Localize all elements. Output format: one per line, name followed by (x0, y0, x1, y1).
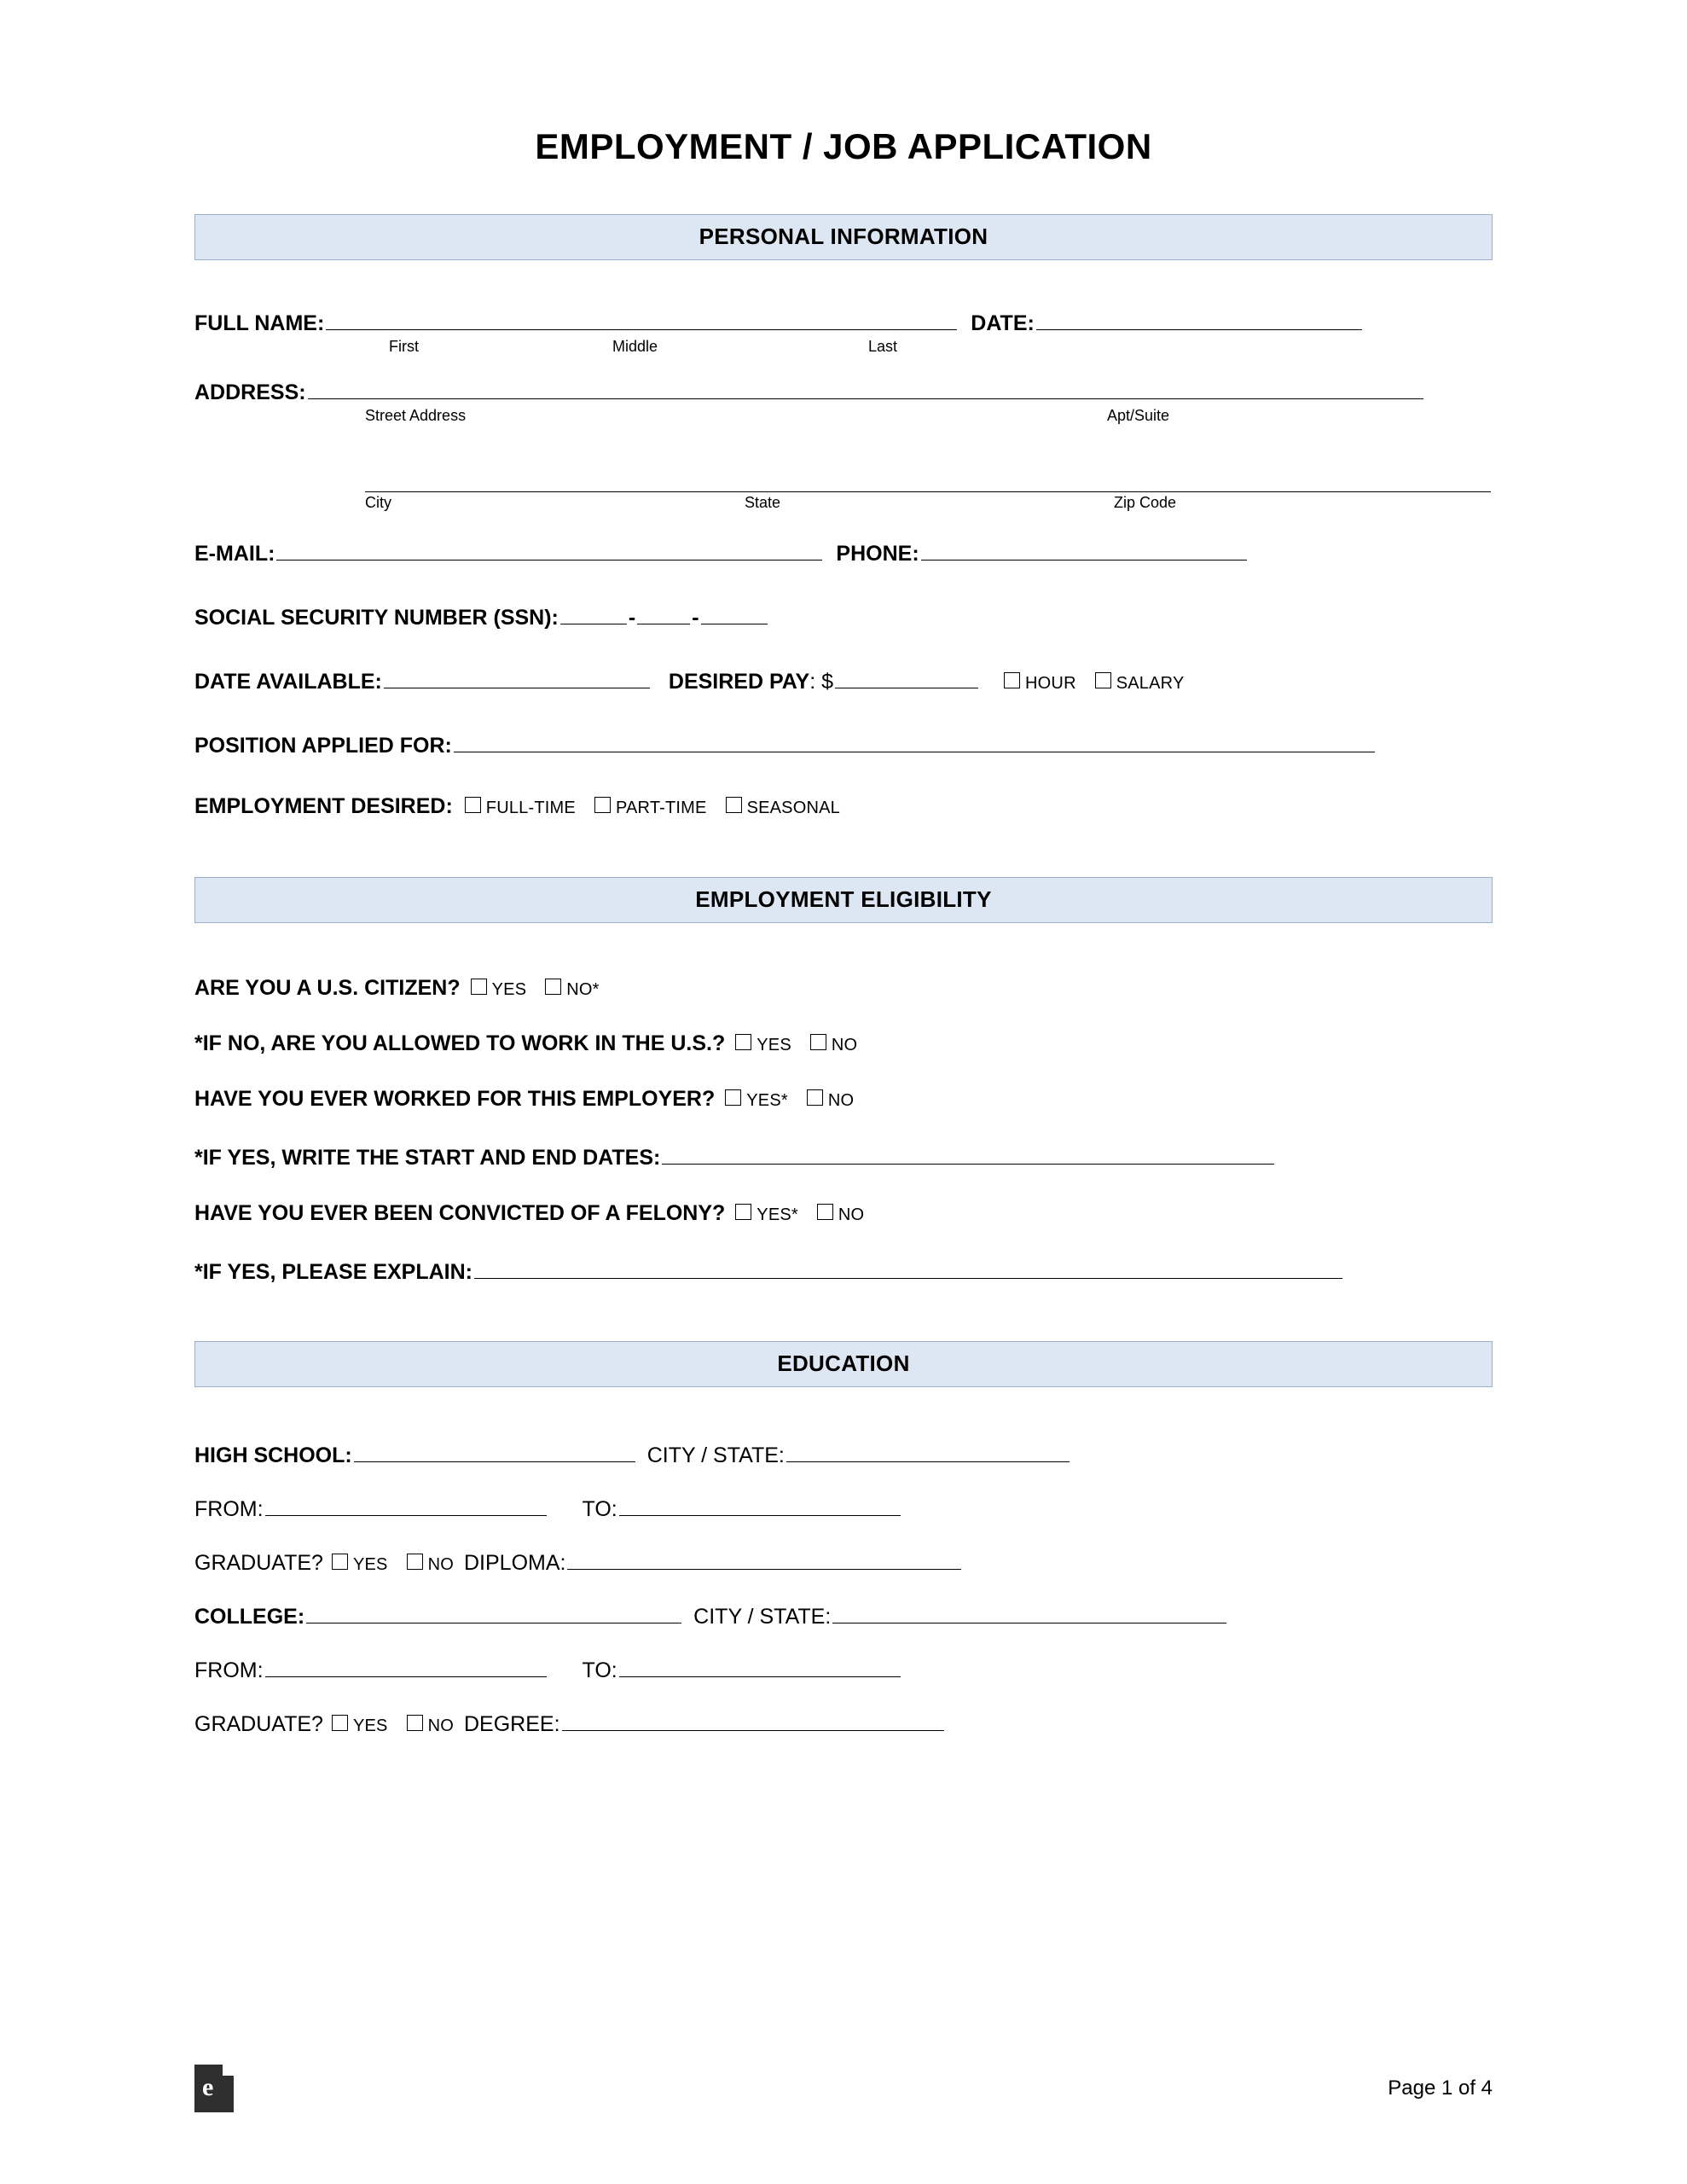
seasonal-label: SEASONAL (746, 799, 840, 817)
degree-input[interactable] (562, 1709, 944, 1731)
high-school-graduate-yes-label: YES (352, 1555, 388, 1574)
high-school-graduate-no-label: NO (427, 1555, 454, 1574)
previous-employment-row (194, 1087, 1493, 1112)
diploma-label: DIPLOMA: (463, 1551, 566, 1575)
section-header-personal-information: PERSONAL INFORMATION (194, 214, 1493, 260)
work-authorization-row (194, 1031, 1493, 1056)
college-row (194, 1601, 1493, 1629)
high-school-to-label: TO: (582, 1497, 617, 1521)
high-school-input[interactable] (354, 1440, 635, 1462)
felony-explain-row (194, 1257, 1493, 1285)
high-school-graduate-label: GRADUATE? (194, 1551, 323, 1575)
work-authorization-no-label: NO (831, 1036, 858, 1054)
ssn-part-2-input[interactable] (637, 602, 690, 624)
high-school-graduate-yes-checkbox[interactable] (332, 1554, 348, 1570)
address-label: ADDRESS: (194, 380, 306, 404)
city-state-zip-row (194, 470, 1493, 492)
sublabel-city: City (365, 494, 391, 511)
felony-explain-input[interactable] (474, 1257, 1342, 1279)
felony-no-checkbox[interactable] (817, 1204, 833, 1220)
college-graduate-row (194, 1709, 1493, 1737)
pay-salary-checkbox[interactable] (1095, 672, 1111, 688)
pay-salary-label: SALARY (1116, 674, 1185, 693)
college-to-input[interactable] (619, 1655, 901, 1677)
work-authorization-yes-label: YES (757, 1036, 791, 1054)
citizen-no-label: NO* (566, 980, 600, 999)
high-school-to-input[interactable] (619, 1494, 901, 1516)
date-available-pay-row (194, 666, 1493, 694)
previous-employment-label: HAVE YOU EVER WORKED FOR THIS EMPLOYER? (194, 1087, 716, 1111)
city-state-zip-sublabels (194, 494, 1493, 516)
address-row (194, 377, 1493, 405)
sublabel-first: First (389, 338, 419, 355)
pay-hour-label: HOUR (1025, 674, 1076, 693)
high-school-graduate-row (194, 1548, 1493, 1576)
felony-explain-label: *IF YES, PLEASE EXPLAIN: (194, 1260, 473, 1284)
employment-desired-row (194, 794, 1493, 819)
section-header-employment-eligibility: EMPLOYMENT ELIGIBILITY (194, 877, 1493, 923)
employment-dates-row (194, 1142, 1493, 1170)
seasonal-checkbox[interactable] (726, 797, 742, 813)
page-number: Page 1 of 4 (1388, 2077, 1493, 2100)
desired-pay-input[interactable] (835, 666, 978, 688)
date-available-input[interactable] (384, 666, 650, 688)
sublabel-zip-code: Zip Code (1114, 494, 1177, 511)
citizen-question-label: ARE YOU A U.S. CITIZEN? (194, 976, 461, 1000)
work-authorization-yes-checkbox[interactable] (735, 1034, 751, 1050)
high-school-graduate-no-checkbox[interactable] (407, 1554, 423, 1570)
full-name-input[interactable] (326, 308, 957, 330)
high-school-dates-row (194, 1494, 1493, 1522)
email-phone-row (194, 538, 1493, 566)
position-applied-label: POSITION APPLIED FOR: (194, 734, 452, 758)
high-school-city-state-label: CITY / STATE: (646, 1443, 785, 1467)
ssn-dash-2: - (692, 606, 699, 630)
felony-question-row (194, 1201, 1493, 1226)
felony-yes-label: YES* (757, 1205, 798, 1224)
felony-no-label: NO (838, 1205, 865, 1224)
college-dates-row (194, 1655, 1493, 1683)
pay-hour-checkbox[interactable] (1004, 672, 1020, 688)
date-label: DATE: (971, 311, 1035, 335)
college-input[interactable] (306, 1601, 681, 1623)
high-school-label: HIGH SCHOOL: (194, 1443, 352, 1467)
high-school-from-input[interactable] (265, 1494, 547, 1516)
page-footer (194, 2065, 1493, 2112)
address-sublabels (194, 407, 1493, 429)
position-applied-row (194, 730, 1493, 758)
ssn-part-1-input[interactable] (560, 602, 627, 624)
college-graduate-yes-checkbox[interactable] (332, 1715, 348, 1731)
sublabel-middle: Middle (612, 338, 658, 355)
position-applied-input[interactable] (454, 730, 1375, 752)
date-available-label: DATE AVAILABLE: (194, 670, 382, 694)
full-time-checkbox[interactable] (465, 797, 481, 813)
full-time-label: FULL-TIME (485, 799, 576, 817)
section-header-education: EDUCATION (194, 1341, 1493, 1387)
degree-label: DEGREE: (463, 1712, 560, 1736)
college-city-state-label: CITY / STATE: (693, 1605, 832, 1629)
page-title: EMPLOYMENT / JOB APPLICATION (535, 126, 1152, 166)
college-graduate-yes-label: YES (352, 1716, 388, 1735)
email-input[interactable] (276, 538, 822, 561)
desired-pay-colon: : $ (809, 670, 834, 694)
citizen-yes-label: YES (491, 980, 527, 999)
previous-employment-yes-checkbox[interactable] (725, 1089, 741, 1106)
address-input[interactable] (308, 377, 1423, 399)
part-time-label: PART-TIME (615, 799, 707, 817)
document-content (194, 0, 1493, 1737)
high-school-row (194, 1440, 1493, 1468)
previous-employment-no-label: NO (827, 1091, 855, 1110)
full-name-sublabels (194, 338, 1493, 360)
felony-question-label: HAVE YOU EVER BEEN CONVICTED OF A FELONY? (194, 1201, 726, 1225)
desired-pay-label: DESIRED PAY (668, 670, 810, 694)
college-to-label: TO: (582, 1658, 617, 1682)
citizen-question-row (194, 976, 1493, 1001)
sublabel-state: State (745, 494, 781, 511)
college-from-input[interactable] (265, 1655, 547, 1677)
full-name-label: FULL NAME: (194, 311, 325, 335)
college-graduate-label: GRADUATE? (194, 1712, 323, 1736)
previous-employment-no-checkbox[interactable] (807, 1089, 823, 1106)
part-time-checkbox[interactable] (594, 797, 611, 813)
high-school-city-state-input[interactable] (786, 1440, 1070, 1462)
employment-desired-label: EMPLOYMENT DESIRED: (194, 794, 453, 818)
employment-dates-label: *IF YES, WRITE THE START AND END DATES: (194, 1146, 661, 1170)
work-authorization-label: *IF NO, ARE YOU ALLOWED TO WORK IN THE U.S.? (194, 1031, 726, 1055)
ssn-label: SOCIAL SECURITY NUMBER (SSN): (194, 606, 559, 630)
previous-employment-yes-label: YES* (746, 1091, 788, 1110)
city-state-zip-input[interactable] (365, 470, 1491, 492)
high-school-from-label: FROM: (194, 1497, 264, 1521)
sublabel-apt-suite: Apt/Suite (1107, 407, 1170, 424)
felony-yes-checkbox[interactable] (735, 1204, 751, 1220)
work-authorization-no-checkbox[interactable] (810, 1034, 826, 1050)
logo-letter: e (202, 2073, 214, 2101)
citizen-yes-checkbox[interactable] (471, 979, 487, 995)
date-input[interactable] (1036, 308, 1362, 330)
college-graduate-no-label: NO (427, 1716, 454, 1735)
college-graduate-no-checkbox[interactable] (407, 1715, 423, 1731)
sublabel-street-address: Street Address (365, 407, 467, 424)
sublabel-last: Last (868, 338, 898, 355)
phone-input[interactable] (921, 538, 1247, 561)
eforms-document-icon (194, 2065, 234, 2112)
ssn-part-3-input[interactable] (701, 602, 768, 624)
phone-label: PHONE: (836, 542, 919, 566)
college-city-state-input[interactable] (832, 1601, 1226, 1623)
ssn-dash-1: - (628, 606, 636, 630)
diploma-input[interactable] (567, 1548, 961, 1570)
citizen-no-checkbox[interactable] (545, 979, 561, 995)
full-name-row (194, 308, 1493, 336)
college-from-label: FROM: (194, 1658, 264, 1682)
employment-dates-input[interactable] (662, 1142, 1274, 1165)
email-label: E-MAIL: (194, 542, 275, 566)
college-label: COLLEGE: (194, 1605, 305, 1629)
ssn-row (194, 602, 1493, 630)
